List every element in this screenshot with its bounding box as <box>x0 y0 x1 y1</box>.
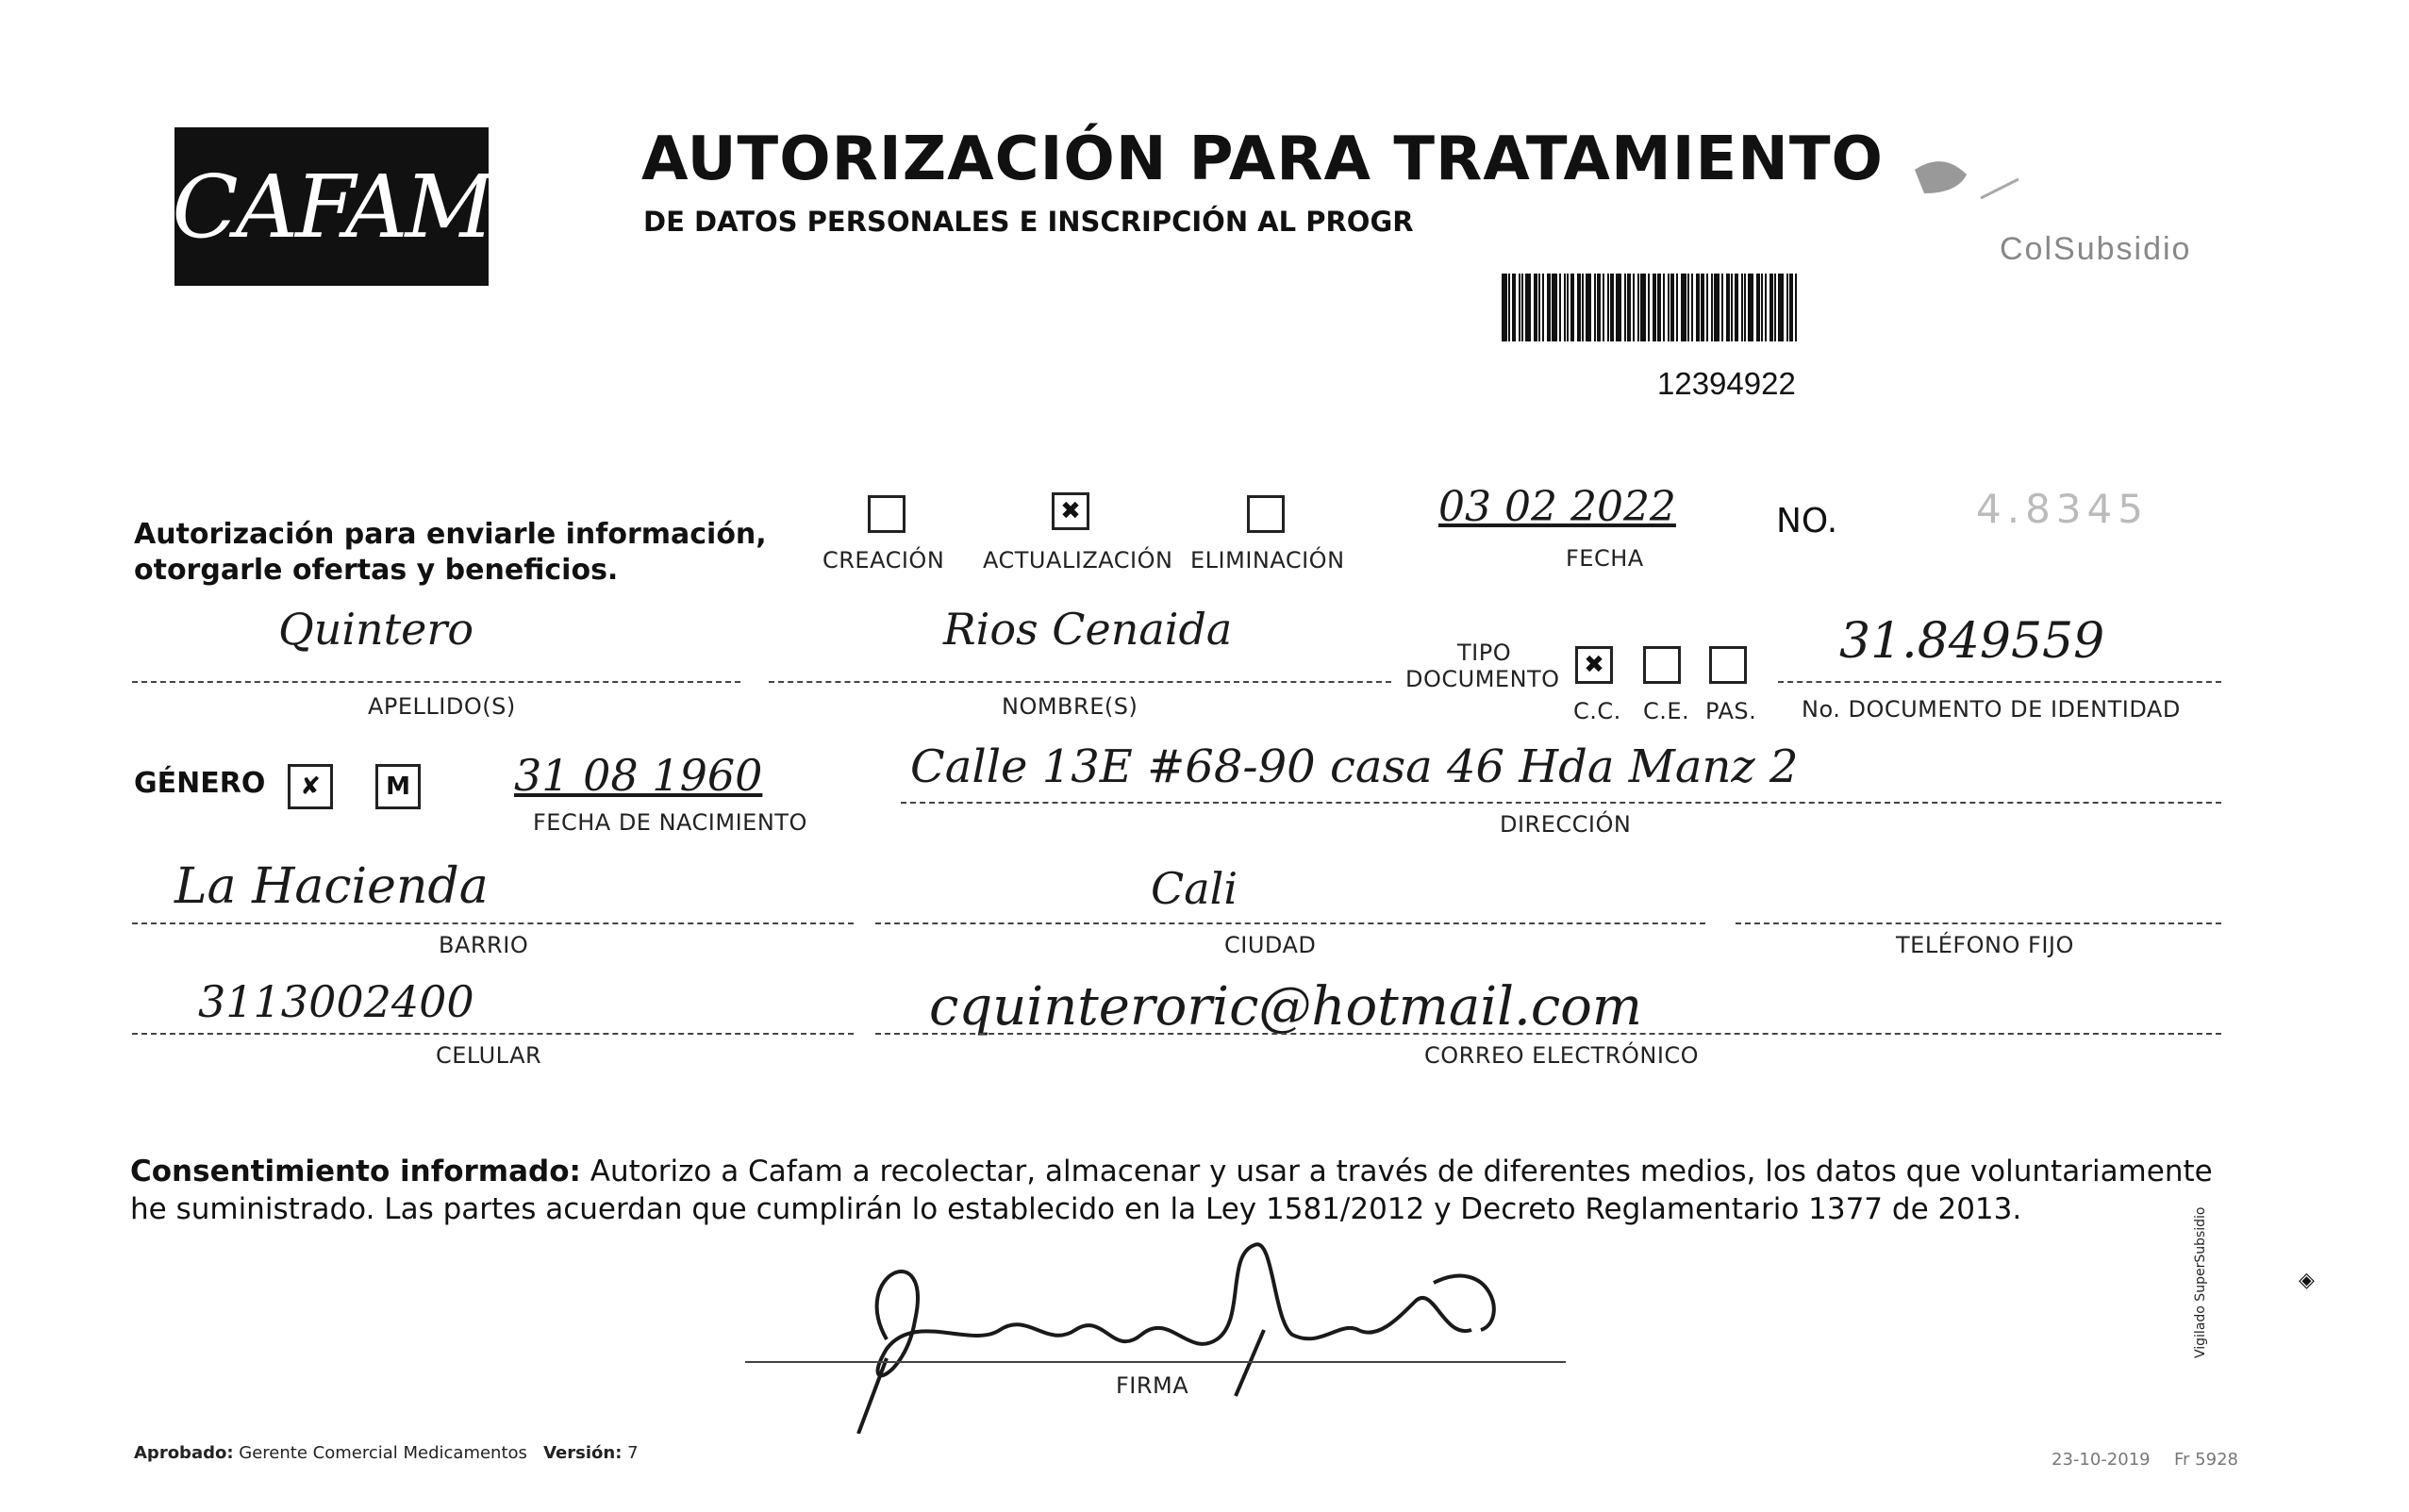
mobile-label: CELULAR <box>436 1042 542 1069</box>
barcode-bar <box>1670 274 1674 341</box>
barcode-bar <box>1769 274 1773 341</box>
barcode-bar <box>1637 274 1639 341</box>
doc-number-label: No. DOCUMENTO DE IDENTIDAD <box>1802 696 2181 723</box>
barcode-bar <box>1542 274 1544 341</box>
mobile-value[interactable]: 3113002400 <box>198 976 474 1027</box>
barcode-bar <box>1648 274 1650 341</box>
landline-label: TELÉFONO FIJO <box>1896 932 2074 958</box>
barcode-bar <box>1778 274 1784 341</box>
barcode-bar <box>1521 274 1523 341</box>
creation-label: CREACIÓN <box>822 547 945 573</box>
barcode-bar <box>1597 274 1601 341</box>
intro-line-2: otorgarle ofertas y beneficios. <box>134 554 619 587</box>
doc-ce-label: C.E. <box>1643 698 1690 724</box>
update-check-mark: ✖ <box>1060 497 1081 525</box>
creation-checkbox[interactable] <box>868 495 905 533</box>
barcode-bar <box>1726 274 1730 341</box>
doc-type-label-2: DOCUMENTO <box>1405 666 1560 692</box>
names-value[interactable]: Rios Cenaida <box>943 604 1233 655</box>
document-subtitle: DE DATOS PERSONALES E INSCRIPCIÓN AL PROGR <box>643 206 1414 238</box>
barcode-bar <box>1525 274 1531 341</box>
document-title: AUTORIZACIÓN PARA TRATAMIENTO <box>641 125 1884 194</box>
delete-checkbox[interactable] <box>1247 495 1285 533</box>
barcode-bar <box>1582 274 1584 341</box>
update-checkbox[interactable] <box>1052 492 1089 530</box>
barcode-bar <box>1657 274 1661 341</box>
barcode-bar <box>1748 274 1753 341</box>
surnames-value[interactable]: Quintero <box>278 604 474 655</box>
barcode-bar <box>1696 274 1700 341</box>
footer-approved <box>134 1443 639 1463</box>
delete-label: ELIMINACIÓN <box>1190 547 1345 573</box>
barcode-bar <box>1744 274 1746 341</box>
city-label: CIUDAD <box>1224 932 1317 958</box>
doc-cc-check-mark: ✖ <box>1584 651 1604 679</box>
barcode-bar <box>1603 274 1604 341</box>
barcode-bar <box>1640 274 1646 341</box>
barcode-bar <box>1624 274 1626 341</box>
barcode-number: 12394922 <box>1657 366 1796 401</box>
email-value[interactable]: cquinteroric@hotmail.com <box>929 976 1642 1038</box>
barcode-bar <box>1668 274 1670 341</box>
barcode-bar <box>1711 274 1713 341</box>
barcode-bar <box>1512 274 1516 341</box>
barcode-bar <box>1721 274 1723 341</box>
barcode-bar <box>1706 274 1708 341</box>
barcode-bar <box>1774 274 1776 341</box>
barcode-bar <box>1564 274 1566 341</box>
signature-label: FIRMA <box>1116 1372 1189 1399</box>
consent-text: Autorizo a Cafam a recolectar, almacenar y usar a través de diferentes medios, los datos que voluntariamente he suministrado. Las partes acuerdan que cumplirán lo establecido en la Ley 1581/2012 y Decreto Reglamentario 1377 de 2013. <box>130 1155 2213 1226</box>
barcode-bar <box>1519 274 1520 341</box>
version-value: 7 <box>627 1443 639 1463</box>
barcode-bar <box>1731 274 1733 341</box>
gender-m-checkbox[interactable] <box>375 764 421 809</box>
barcode-bar <box>1663 274 1665 341</box>
barcode-bar <box>1586 274 1591 341</box>
barcode-bar <box>1552 274 1557 341</box>
footer-date-code: 23-10-2019 <box>2052 1450 2151 1470</box>
barcode-bar <box>1594 274 1596 341</box>
barcode-bar <box>1676 274 1678 341</box>
barcode-bar <box>1765 274 1767 341</box>
doc-type-label-1: TIPO <box>1457 640 1512 666</box>
barcode-bar <box>1687 274 1689 341</box>
barcode-bar <box>1508 274 1510 341</box>
approved-label: Aprobado: <box>134 1443 234 1463</box>
barcode-bar <box>1633 274 1635 341</box>
doc-number-value[interactable]: 31.849559 <box>1839 613 2105 670</box>
barcode-bar <box>1789 274 1793 341</box>
gender-f-mark: ✘ <box>300 773 321 801</box>
doc-cc-label: C.C. <box>1573 698 1621 724</box>
barcode-bar <box>1735 274 1738 341</box>
barcode-bar <box>1559 274 1561 341</box>
doc-pas-label: PAS. <box>1705 698 1757 724</box>
footer-form-code: Fr 5928 <box>2174 1450 2238 1470</box>
supersubsidio-vertical-text: Vigilado SuperSubsidio <box>2193 1206 2208 1358</box>
barcode-bar <box>1538 274 1540 341</box>
barcode-bar <box>1570 274 1574 341</box>
barcode-bar <box>1761 274 1763 341</box>
neighborhood-value[interactable]: La Hacienda <box>174 858 489 915</box>
gender-m-label: M <box>386 773 410 801</box>
form-number-label: NO. <box>1776 502 1838 540</box>
version-label: Versión: <box>543 1443 623 1463</box>
stamp-text: ColSubsidio <box>2000 231 2192 267</box>
surnames-label: APELLIDO(S) <box>368 693 516 720</box>
date-label: FECHA <box>1566 545 1644 572</box>
barcode <box>1502 274 1886 341</box>
neighborhood-label: BARRIO <box>439 932 529 958</box>
barcode-bar <box>1577 274 1581 341</box>
names-label: NOMBRE(S) <box>1002 693 1138 720</box>
date-value[interactable]: 03 02 2022 <box>1438 483 1676 531</box>
barcode-bar <box>1607 274 1609 341</box>
approved-value: Gerente Comercial Medicamentos <box>239 1443 527 1463</box>
doc-pas-checkbox[interactable] <box>1709 646 1747 684</box>
gender-label: GÉNERO <box>134 767 266 800</box>
barcode-bar <box>1610 274 1614 341</box>
handwritten-signature <box>830 1217 1547 1434</box>
supersubsidio-logo-icon: ◈ <box>2299 1269 2315 1292</box>
barcode-bar <box>1627 274 1631 341</box>
barcode-bar <box>1547 274 1551 341</box>
form-number-value: 4.8345 <box>1976 486 2149 532</box>
address-value[interactable]: Calle 13E #68-90 casa 46 Hda Manz 2 <box>910 740 1799 793</box>
intro-line-1: Autorización para enviarle información, <box>134 518 767 551</box>
barcode-bar <box>1534 274 1537 341</box>
city-value[interactable]: Cali <box>1151 863 1238 914</box>
barcode-bar <box>1741 274 1743 341</box>
barcode-bar <box>1616 274 1621 341</box>
doc-ce-checkbox[interactable] <box>1643 646 1681 684</box>
colsubsidio-stamp <box>1896 141 2254 283</box>
barcode-bar <box>1701 274 1704 341</box>
update-label: ACTUALIZACIÓN <box>983 547 1173 573</box>
barcode-bar <box>1502 274 1507 341</box>
barcode-bar <box>1567 274 1569 341</box>
barcode-bar <box>1786 274 1788 341</box>
barcode-bar <box>1714 274 1720 341</box>
barcode-bar <box>1795 274 1797 341</box>
cafam-logo: CAFAM <box>174 127 489 286</box>
consent-heading: Consentimiento informado: <box>130 1155 581 1188</box>
email-label: CORREO ELECTRÓNICO <box>1424 1042 1700 1069</box>
birth-date-value[interactable]: 31 08 1960 <box>514 750 763 801</box>
address-label: DIRECCIÓN <box>1500 811 1632 838</box>
gender-f-checkbox[interactable] <box>288 764 333 809</box>
barcode-bar <box>1681 274 1686 341</box>
barcode-bar <box>1756 274 1760 341</box>
barcode-bar <box>1653 274 1656 341</box>
birth-date-label: FECHA DE NACIMIENTO <box>533 809 807 836</box>
barcode-bar <box>1691 274 1693 341</box>
doc-cc-checkbox[interactable] <box>1575 646 1613 684</box>
